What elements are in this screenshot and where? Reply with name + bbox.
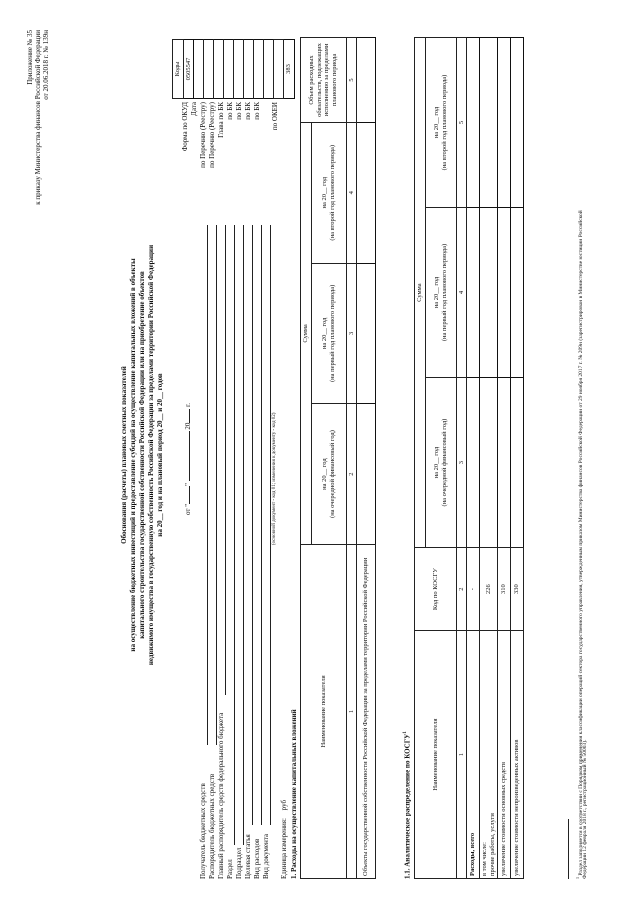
order-line-1: к приказу Министерства финансов Российской Федерации <box>34 30 42 205</box>
s11-head-name: Наименование показателя <box>415 631 457 879</box>
field-doc-type-label: Вид документа <box>262 833 270 879</box>
field-subsection-line[interactable] <box>243 225 244 845</box>
doc-type-note: (основной документ - код 01; изменения к документу - код 02) <box>272 412 277 545</box>
field-recipient-label: Получатель бюджетных средств <box>199 783 207 879</box>
label-bk-4: по БК <box>253 102 261 120</box>
s11-row-330-name: увеличение стоимости непроизведенных активов <box>511 631 524 879</box>
s11-head-code: Код по КОСГУ <box>415 548 457 631</box>
code-registry-1 <box>204 40 214 99</box>
date-line: от "" 20 г. <box>184 402 192 515</box>
s11-row-total-name: Расходы, всего <box>467 631 480 879</box>
label-bk-1: по БК <box>226 102 234 120</box>
s1-head-beyond: Объем расходных обязательств, подлежащих исполнению за пределами планового периода <box>301 38 347 123</box>
s11-head-year3: на 20__ год (на второй год планового периода) <box>425 38 456 208</box>
code-bk-3 <box>254 40 264 99</box>
s11-row-330-y2[interactable] <box>511 208 524 378</box>
title-line-1: Обоснования (расчеты) плановых сметных показателей <box>120 366 128 544</box>
s1-num-1: 1 <box>346 544 357 878</box>
s11-row-310-y1[interactable] <box>498 378 511 548</box>
s11-num-4: 4 <box>456 208 467 378</box>
s11-row-226-y3[interactable] <box>480 38 498 208</box>
field-chief-manager-line[interactable] <box>225 225 226 695</box>
footnote-line-2: Федерации 12 февраля 2018 г., регистрационный № 50003). <box>582 739 588 879</box>
s11-row-310-name: увеличение стоимости основных средств <box>498 631 511 879</box>
field-recipient-line[interactable] <box>207 225 208 745</box>
s1-num-3: 3 <box>346 263 357 404</box>
section1-title: 1. Расходы на осуществление капитальных вложений <box>290 709 298 879</box>
field-subsection-label: Подраздел <box>235 847 243 879</box>
s11-row-total-code: - <box>467 548 480 631</box>
title-line-3: капитального строительства государственной собственности Российской Федерации или на приобретение объектов <box>138 271 146 639</box>
code-bk-4 <box>264 40 274 99</box>
code-chapter <box>224 40 234 99</box>
s11-row-226-code: 226 <box>480 548 498 631</box>
field-manager-label: Распорядитель бюджетных средств <box>208 773 216 879</box>
footnote: $^1$ Раздел заполняется в соответствии с Порядком применения классификации операций сектора государственного управления, утвержденным приказом Министерства финансов Российской Федерации от 29 ноября 2017 г. № 209н (зарегистрирован в Министерстве юстиции Российской <box>575 210 584 879</box>
codes-header: Коды <box>173 40 184 99</box>
s11-head-year1: на 20__ год (на очередной финансовый год) <box>425 378 456 548</box>
section1-table <box>300 37 376 879</box>
s11-row-330-y1[interactable] <box>511 378 524 548</box>
s1-head-year3: на 20__ год (на второй год планового периода) <box>311 122 346 263</box>
field-expense-type-label: Вид расходов <box>253 838 261 879</box>
code-okei: 383 <box>284 40 295 99</box>
s11-row-incl-name: в том числе: прочие работы, услуги <box>480 631 498 879</box>
s11-row-330-code: 330 <box>511 548 524 631</box>
s11-row-total-y1[interactable] <box>467 378 480 548</box>
s11-row-226-y2[interactable] <box>480 208 498 378</box>
field-doc-type-line[interactable] <box>270 225 271 825</box>
s11-num-3: 3 <box>456 378 467 548</box>
label-registry-1: по Перечню (Реестру) <box>199 102 207 168</box>
footnote-rule <box>568 819 569 879</box>
label-date: Дата <box>190 102 198 116</box>
label-chapter: Глава по БК <box>217 102 225 138</box>
s1-row-name: Объекты государственной собственности Российской Федерации за пределами территории Российской Федерации <box>357 544 376 878</box>
s11-row-total-y3[interactable] <box>467 38 480 208</box>
code-date <box>194 40 204 99</box>
s11-row-226-y1[interactable] <box>480 378 498 548</box>
title-line-2: на осуществление бюджетных инвестиций и предоставление субсидий на осуществление капитальных вложений в объекты <box>129 258 137 652</box>
section11-title: 1.1. Аналитическое распределение по КОСГУ$^1$ <box>403 731 412 879</box>
code-registry-2 <box>214 40 224 99</box>
s11-head-year2: на 20__ год (на первый год планового периода) <box>425 208 456 378</box>
field-target-label: Целевая статья <box>244 834 252 879</box>
s11-row-310-code: 310 <box>498 548 511 631</box>
section11-table <box>414 37 524 879</box>
s11-row-330-y3[interactable] <box>511 38 524 208</box>
codes-table <box>172 39 295 99</box>
s11-head-sum: Сумма <box>415 38 426 548</box>
appendix-label: Приложение № 35 <box>26 30 34 85</box>
field-chief-manager-label: Главный распорядитель средств федерального бюджета <box>217 712 225 879</box>
s11-row-total-y2[interactable] <box>467 208 480 378</box>
order-line-2: от 20.06.2018 г. № 139н <box>42 30 50 100</box>
label-okei: по ОКЕИ <box>271 102 279 131</box>
field-expense-type-line[interactable] <box>261 225 262 825</box>
label-okud: Форма по ОКУД <box>181 102 189 152</box>
s11-num-5: 5 <box>456 38 467 208</box>
unit-label: Единица измерения: руб <box>280 799 288 879</box>
s11-row-310-y3[interactable] <box>498 38 511 208</box>
s11-row-310-y2[interactable] <box>498 208 511 378</box>
code-okud: 0505547 <box>183 40 194 99</box>
label-bk-3: по БК <box>244 102 252 120</box>
title-line-5: на 20__ год и на плановый период 20__ и 20__ годов <box>156 373 164 537</box>
s1-row-year2[interactable] <box>357 263 376 404</box>
field-manager-line[interactable] <box>216 225 217 745</box>
label-registry-2: по Перечню (Реестру) <box>208 102 216 168</box>
field-section-label: Раздел <box>226 859 234 879</box>
s1-row-beyond[interactable] <box>357 38 376 123</box>
field-target-line[interactable] <box>252 225 253 825</box>
s1-num-2: 2 <box>346 404 357 545</box>
s1-row-year1[interactable] <box>357 404 376 545</box>
s1-num-5: 5 <box>346 38 357 123</box>
code-bk-2 <box>244 40 254 99</box>
field-section-line[interactable] <box>234 225 235 845</box>
s1-head-year2: на 20__ год (на первый год планового периода) <box>311 263 346 404</box>
s1-row-year3[interactable] <box>357 122 376 263</box>
s1-head-year1: на 20__ год (на очередной финансовый год) <box>311 404 346 545</box>
s1-head-sum: Сумма <box>301 122 312 544</box>
title-line-4: недвижимого имущества в государственную собственность Российской Федерации за пределами территории Российской Федерации <box>147 244 155 666</box>
s1-num-4: 4 <box>346 122 357 263</box>
s1-head-name: Наименование показателя <box>301 544 347 878</box>
s11-num-2: 2 <box>456 548 467 631</box>
s11-num-1: 1 <box>456 631 467 879</box>
label-bk-2: по БК <box>235 102 243 120</box>
code-bk-1 <box>234 40 244 99</box>
